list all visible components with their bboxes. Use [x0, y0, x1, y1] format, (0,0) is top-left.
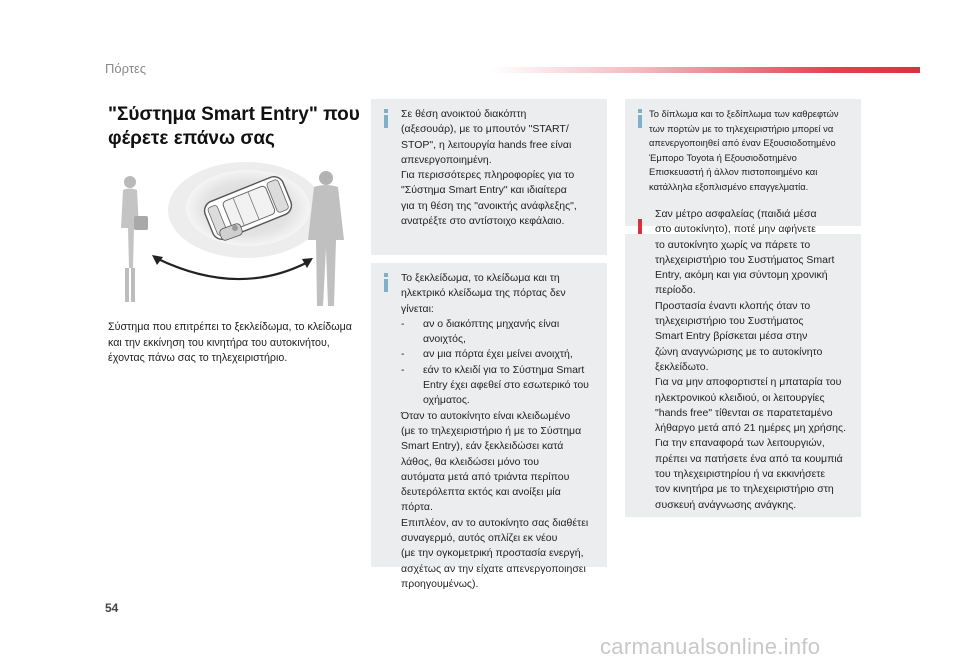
text-line: για τη θέση της "ανοικτής ανάφλεξης", — [401, 199, 577, 212]
warning-panel-text — [655, 207, 853, 513]
list-item — [401, 363, 599, 409]
info-panel-text — [401, 271, 599, 592]
text-line: (αξεσουάρ), με το μπουτόν "START/ — [401, 123, 569, 136]
text-line: προηγουμένως). — [401, 577, 479, 590]
info-panel-text — [401, 107, 599, 229]
page-title: "Σύστημα Smart Entry" που φέρετε επάνω σας — [108, 104, 360, 149]
text-line: στο αυτοκίνητο), ποτέ μην αφήνετε — [655, 223, 816, 236]
text-line: Entry έχει αφεθεί στο εσωτερικό του — [423, 379, 589, 392]
text-line: Όταν το αυτοκίνητο είναι κλειδωμένο — [401, 409, 571, 422]
text-line: αυτόματα μετά από τριάντα περίπου — [401, 470, 570, 483]
text-line: πρέπει να πατήσετε ένα από τα κουμπιά — [655, 452, 843, 465]
page-number: 54 — [105, 601, 119, 615]
text-line: τηλεχειριστήριο του Συστήματος Smart — [655, 253, 835, 266]
text-line: ηλεκτρονικού κλειδιού, οι λειτουργίες — [655, 391, 825, 404]
text-line: Το ξεκλείδωμα, το κλείδωμα και τη — [401, 272, 560, 284]
text-line: εάν το κλειδί για το Σύστημα Smart — [423, 363, 585, 376]
text-line: αν μια πόρτα έχει μείνει ανοιχτή, — [423, 348, 573, 361]
text-line: Για την επαναφορά των λειτουργιών, — [655, 437, 825, 450]
text-line: απενεργοποιηθεί από έναν Εξουσιοδοτημένο — [649, 137, 836, 149]
illustration-caption: Σύστημα που επιτρέπει το ξεκλείδωμα, το κλείδωμα και την εκκίνηση του κινητήρα του αυτοκινήτου, έχοντας πάνω σας το τηλεχειριστήριο. — [108, 321, 352, 364]
text-line: Προστασία έναντι κλοπής όταν το — [655, 299, 811, 312]
text-line: λήθαργο μετά από 21 ημέρες μη χρήσης. — [655, 422, 846, 435]
info-panel-hands-free — [371, 99, 607, 255]
text-line: "Σύστημα Smart Entry" και ιδιαίτερα — [401, 184, 567, 197]
list-item — [401, 347, 599, 362]
text-line: ανοιχτός, — [423, 333, 466, 346]
text-line: απενεργοποιημένη. — [401, 153, 492, 166]
text-line: του τηλεχειριστηρίου ή να εκκινήσετε — [655, 468, 826, 481]
text-line: λάθος, θα κλειδώσει μόνο του — [401, 455, 540, 468]
text-line: τηλεχειριστήριο του Συστήματος — [655, 315, 804, 328]
text-line: STOP", η λειτουργία hands free είναι — [401, 138, 572, 151]
text-line: γίνεται: — [401, 302, 434, 315]
header-accent-bar — [490, 67, 920, 73]
text-line: συσκευή ανάγνωσης ανάγκης. — [655, 498, 797, 511]
range-arrow-icon — [156, 258, 308, 279]
text-line: περίοδο. — [655, 284, 696, 297]
text-line: αν ο διακόπτης μηχανής είναι — [423, 317, 560, 330]
warning-panel-body — [625, 208, 861, 517]
text-line: Σε θέση ανοικτού διακόπτη — [401, 108, 527, 120]
text-line: (με την ογκομετρική προστασία ενεργή, — [401, 547, 584, 560]
watermark: carmanualsonline.info — [600, 634, 821, 659]
text-line: το αυτοκίνητο χωρίς να πάρετε το — [655, 238, 811, 251]
text-line: Entry, ακόμη και για σύντομη χρονική — [655, 269, 828, 282]
text-line: Smart Entry), εάν ξεκλειδώσει κατά — [401, 440, 564, 453]
text-line: "hands free" τίθενται σε παρατεταμένο — [655, 406, 833, 419]
text-line: ηλεκτρικό κλείδωμα της πόρτας δεν — [401, 287, 566, 300]
text-line: Smart Entry βρίσκεται μέσα στην — [655, 330, 808, 343]
text-line: ασχέτως αν την είχατε απενεργοποιησει — [401, 562, 586, 575]
text-line: τον κινητήρα με το τηλεχειριστήριο στη — [655, 483, 834, 496]
text-line: ζώνη αναγνώρισης με το αυτοκίνητο — [655, 345, 823, 358]
list-item — [401, 317, 599, 348]
text-line: ανατρέξτε στο αντίστοιχο κεφάλαιο. — [401, 215, 565, 228]
list-dash: - — [401, 317, 405, 330]
info-panel-locking — [371, 263, 607, 590]
text-line: ξεκλείδωτο. — [655, 360, 709, 373]
list-dash: - — [401, 363, 405, 376]
text-line: των πορτών με το τηλεχειριστήριο μπορεί να — [649, 122, 834, 134]
smart-entry-illustration — [108, 158, 370, 318]
text-line: Επισκευαστή ή άλλον πιστοποιημένο και — [649, 166, 818, 178]
text-line: Για περισσότερες πληροφορίες για το — [401, 169, 575, 182]
text-line: οχήματος. — [423, 394, 470, 407]
text-line: Έμπορο Toyota ή Εξουσιοδοτημένο — [649, 151, 797, 163]
text-line: δευτερόλεπτα εκτός και ανοίξει μία — [401, 486, 561, 499]
text-line: Το δίπλωμα και το ξεδίπλωμα των καθρεφτών — [649, 108, 839, 119]
text-line: Σαν μέτρο ασφαλείας (παιδιά μέσα — [655, 208, 817, 220]
text-line: πόρτα. — [401, 501, 433, 514]
text-line: συναγερμό, αυτός οπλίζει εκ νέου — [401, 532, 558, 545]
section-title: Πόρτες — [105, 61, 147, 76]
info-panel-text — [649, 107, 853, 195]
text-line: Για να μην αποφορτιστεί η μπαταρία του — [655, 376, 842, 389]
info-icon — [381, 109, 391, 129]
woman-with-bag-icon — [121, 176, 148, 302]
text-line: (με το τηλεχειριστήριο ή με το Σύστημα — [401, 424, 582, 437]
info-icon — [635, 109, 645, 129]
text-line: Επιπλέον, αν το αυτοκίνητο σας διαθέτει — [401, 516, 589, 529]
info-icon — [381, 273, 391, 293]
list-dash: - — [401, 348, 405, 361]
text-line: κατάλληλα εξοπλισμένο επαγγελματία. — [649, 180, 809, 192]
